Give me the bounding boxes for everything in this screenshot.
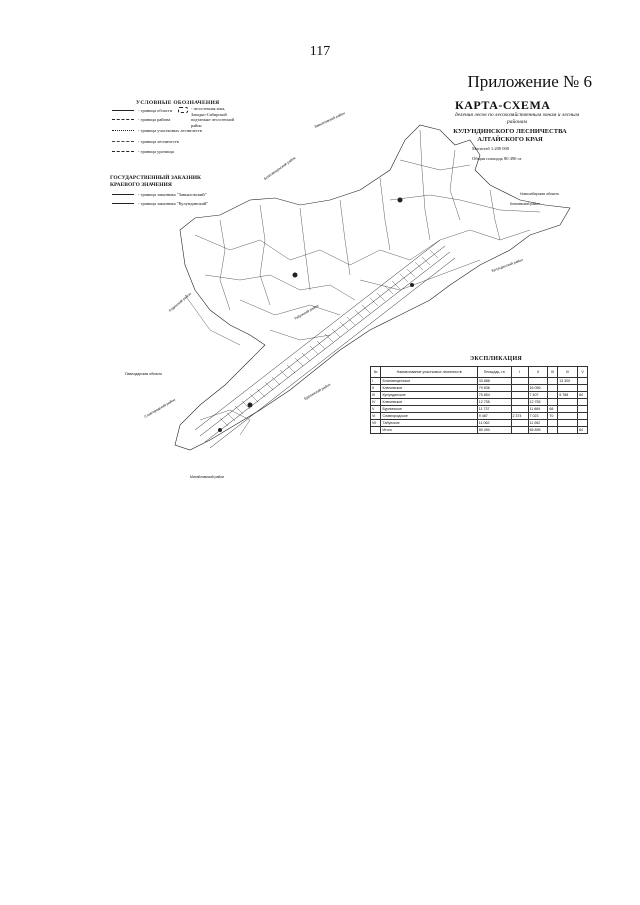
- map-title: КАРТА-СХЕМА: [455, 98, 551, 112]
- table-cell: [548, 392, 558, 399]
- header-cell: Площадь, га: [477, 367, 511, 378]
- table-cell: 65 895: [528, 427, 548, 434]
- table-cell: [578, 385, 588, 392]
- table-cell: 80 490: [477, 427, 511, 434]
- table-cell: 12 755: [528, 399, 548, 406]
- forestry-name: КУЛУНДИНСКОГО ЛЕСНИЧЕСТВА АЛТАЙСКОГО КРАЯ: [453, 128, 567, 143]
- map-label: Родинский район: [168, 291, 192, 313]
- settlement-marker: [398, 198, 403, 203]
- table-cell: VI: [371, 413, 381, 420]
- legend-zone-note: - лесостепная зона, Западно-Сибирский подтаежно-лесостепной район: [178, 106, 236, 128]
- forestry-map: [100, 100, 590, 500]
- table-cell: 11 062: [477, 420, 511, 427]
- table-cell: [578, 420, 588, 427]
- table-cell: Ключевское: [381, 399, 477, 406]
- reserve-item: - граница заказника "Кулундинский": [112, 201, 232, 206]
- table-cell: [578, 406, 588, 413]
- settlement-marker: [410, 283, 414, 287]
- reserve-title: ГОСУДАРСТВЕННЫЙ ЗАКАЗНИК КРАЕВОГО ЗНАЧЕНИЯ: [110, 175, 202, 188]
- table-cell: [558, 427, 578, 434]
- table-cell: 84: [578, 392, 588, 399]
- reserve-item: - граница заказника "Завьяловский": [112, 192, 232, 197]
- table-cell: 68: [548, 406, 558, 413]
- table-cell: 70: [548, 413, 558, 420]
- legend-item: - граница участковых лесничеств: [112, 128, 202, 133]
- table-cell: 43 888: [477, 378, 511, 385]
- table-cell: [558, 413, 578, 420]
- page-number: 117: [309, 44, 331, 59]
- table-cell: [511, 406, 528, 413]
- header-cell: II: [528, 367, 548, 378]
- table-cell: I: [371, 378, 381, 385]
- table-cell: [558, 420, 578, 427]
- map-label: Благовещенский район: [263, 155, 297, 181]
- table-row: [371, 385, 588, 392]
- table-cell: [511, 378, 528, 385]
- explication-title: ЭКСПЛИКАЦИЯ: [470, 356, 523, 362]
- legend-item: - граница области: [112, 108, 202, 113]
- table-cell: 16 056: [528, 385, 548, 392]
- table-cell: 7 023: [528, 413, 548, 420]
- map-label: Новосибирская область: [520, 192, 559, 196]
- scale-line: Масштаб 1:200 000: [472, 146, 510, 151]
- area-line: Общая площадь 80 490 га: [472, 156, 522, 161]
- table-cell: 79 836: [477, 385, 511, 392]
- table-cell: 84: [578, 427, 588, 434]
- table-row: [371, 378, 588, 385]
- table-cell: [558, 406, 578, 413]
- settlement-marker: [248, 403, 253, 408]
- table-cell: IV: [371, 399, 381, 406]
- legend-item: - граница лесничеств: [112, 139, 202, 144]
- table-cell: [511, 399, 528, 406]
- table-cell: [511, 427, 528, 434]
- explication-table: [370, 366, 588, 434]
- table-cell: 2 374: [511, 413, 528, 420]
- table-header-row: [371, 367, 588, 378]
- map-subtitle: деления лесов по лесохозяйственным зонам и лесным районам: [454, 112, 580, 125]
- table-row: [371, 406, 588, 413]
- table-cell: [578, 399, 588, 406]
- table-cell: 11 669: [528, 406, 548, 413]
- table-row: [371, 392, 588, 399]
- table-cell: III: [371, 392, 381, 399]
- map-label: Павлодарская область: [125, 372, 163, 376]
- table-cell: [548, 420, 558, 427]
- table-cell: [548, 427, 558, 434]
- table-cell: II: [371, 385, 381, 392]
- table-cell: 5 788: [558, 392, 578, 399]
- header-cell: V: [578, 367, 588, 378]
- explication-body: [371, 378, 588, 434]
- table-cell: Итого: [381, 427, 477, 434]
- table-row: [371, 427, 588, 434]
- table-cell: Благовещенское: [381, 378, 477, 385]
- table-cell: V: [371, 406, 381, 413]
- table-cell: 11 062: [528, 420, 548, 427]
- table-cell: [371, 427, 381, 434]
- table-row: [371, 420, 588, 427]
- table-cell: [511, 392, 528, 399]
- table-cell: [558, 399, 578, 406]
- table-cell: 12 755: [477, 399, 511, 406]
- table-row: [371, 399, 588, 406]
- table-cell: [558, 385, 578, 392]
- settlement-marker: [293, 273, 298, 278]
- map-label: Михайловский район: [190, 475, 225, 479]
- map-label: Табунский район: [293, 303, 320, 321]
- header-cell: I: [511, 367, 528, 378]
- table-cell: 13 300: [558, 378, 578, 385]
- table-cell: Кулундинское: [381, 392, 477, 399]
- header-cell: III: [548, 367, 558, 378]
- appendix-label: Приложение № 6: [467, 72, 592, 91]
- table-cell: 11 737: [477, 406, 511, 413]
- table-cell: Ключевское: [381, 385, 477, 392]
- table-cell: [578, 378, 588, 385]
- map-label: Бурлинский район: [303, 382, 332, 401]
- table-cell: [511, 385, 528, 392]
- legend-title: УСЛОВНЫЕ ОБОЗНАЧЕНИЯ: [136, 100, 220, 106]
- header-cell: Наименование участковых лесничеств: [381, 367, 477, 378]
- legend-item: - граница урочища: [112, 149, 202, 154]
- table-cell: 75 854: [477, 392, 511, 399]
- table-cell: Славгородское: [381, 413, 477, 420]
- table-cell: [548, 399, 558, 406]
- table-cell: Табунское: [381, 420, 477, 427]
- table-cell: 7 407: [528, 392, 548, 399]
- table-cell: [528, 378, 548, 385]
- table-cell: [548, 385, 558, 392]
- table-cell: Бурлинское: [381, 406, 477, 413]
- map-label: Ключевский район: [510, 202, 541, 206]
- table-cell: 9 487: [477, 413, 511, 420]
- table-cell: VII: [371, 420, 381, 427]
- header-cell: IV: [558, 367, 578, 378]
- table-cell: [511, 420, 528, 427]
- table-row: [371, 413, 588, 420]
- table-cell: [548, 378, 558, 385]
- header-cell: №: [371, 367, 381, 378]
- table-cell: [578, 413, 588, 420]
- legend-item: - граница района: [112, 117, 202, 122]
- map-label: Завьяловский район: [313, 111, 346, 129]
- map-label: Славгородский район: [143, 397, 177, 419]
- settlement-marker: [218, 428, 222, 432]
- map-label: Кулундинский район: [490, 257, 524, 273]
